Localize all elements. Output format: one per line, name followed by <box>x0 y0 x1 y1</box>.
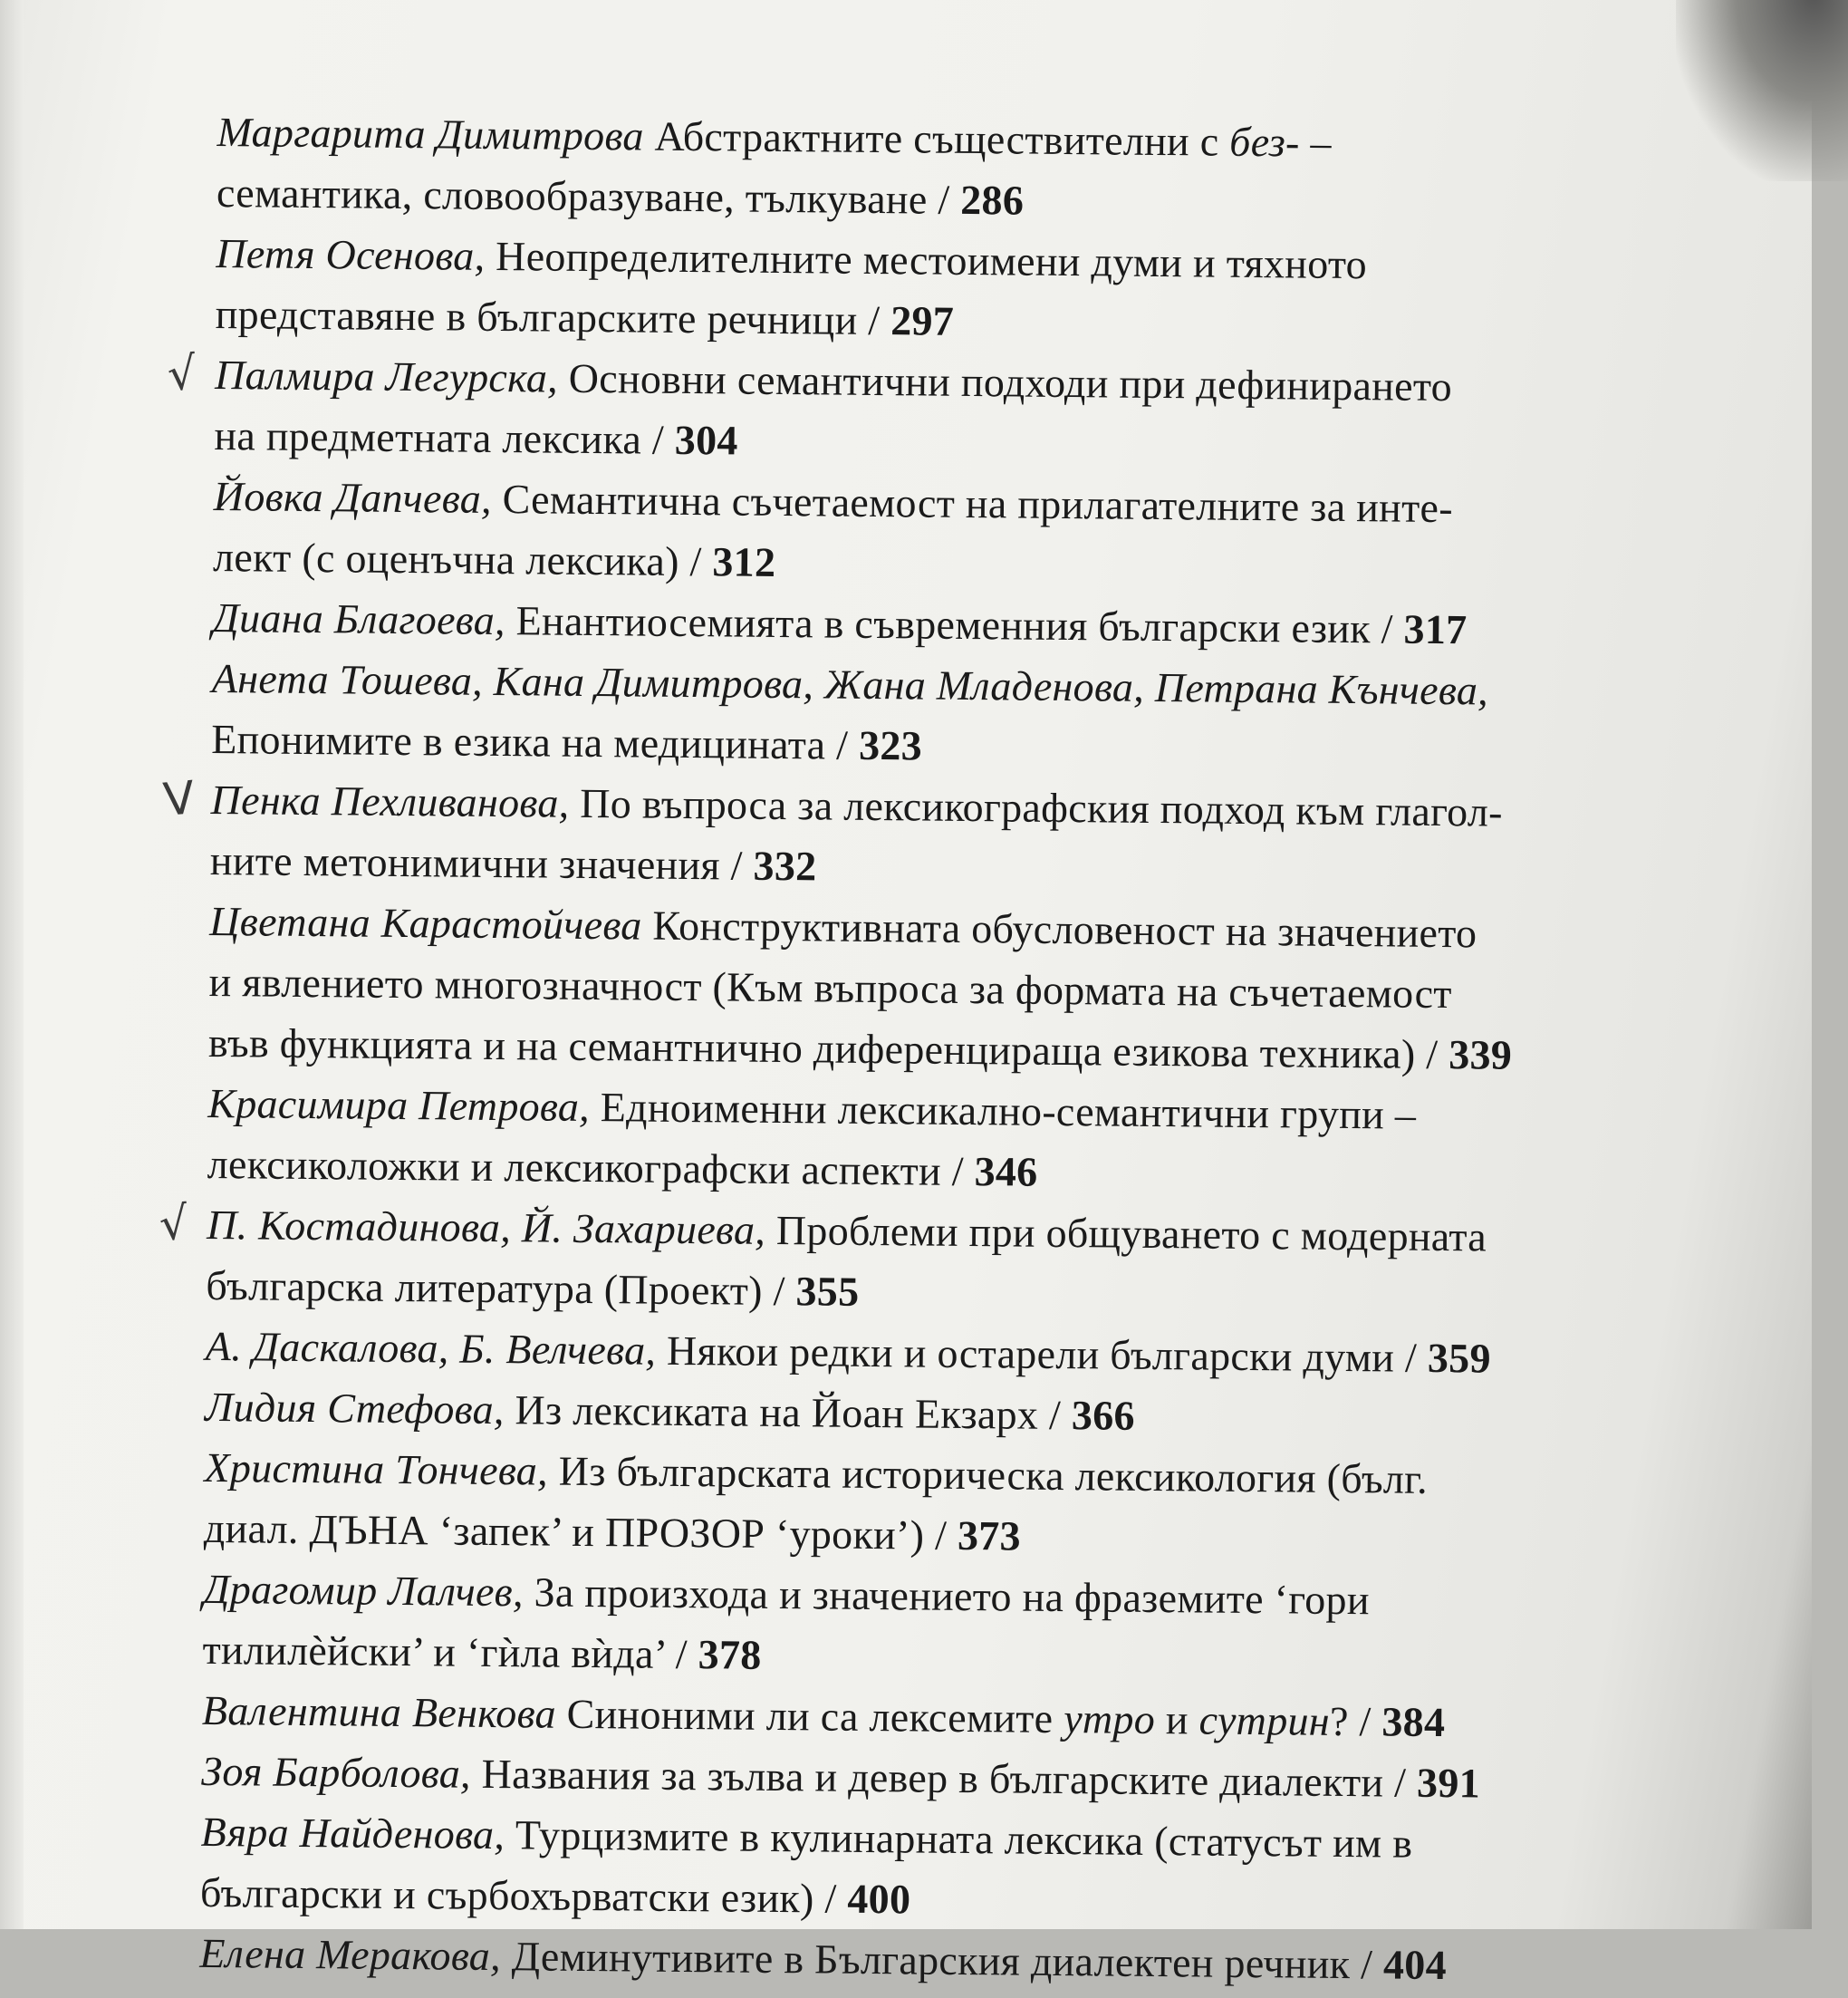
entry-author: Йовка Дапчева, <box>213 472 493 522</box>
page-number: 346 <box>974 1148 1038 1195</box>
page-number: 323 <box>858 721 923 769</box>
entry-title: Из българската историческа лексикология (бълг. <box>547 1447 1429 1502</box>
entry-title: Някои редки и остарели български думи / <box>655 1327 1429 1381</box>
entry-author: Палмира Легурска, <box>214 351 559 401</box>
entry-title: лексиколожки и лексикографски аспекти / <box>207 1140 975 1195</box>
entry-title: Проблеми при общуването с модерната <box>765 1206 1487 1260</box>
entry-title: Енантиосемията в съвременния български език / <box>505 597 1404 652</box>
page-number: 332 <box>753 842 817 890</box>
page-number: 297 <box>890 297 955 344</box>
entry-title: във функцията и на семантнично диференцираща езикова техника) / <box>207 1018 1449 1078</box>
entry-title: лект (с оценъчна лексика) / <box>212 533 713 585</box>
entry-author: Христина Тончева, <box>204 1443 549 1494</box>
page-number: 312 <box>712 538 776 585</box>
entry-author: Петя Осенова, <box>216 229 486 279</box>
page-edge <box>0 0 24 1929</box>
entry-title: представяне в българските речници / <box>215 290 891 344</box>
page-number: 317 <box>1403 605 1468 653</box>
entry-author: Анета Тошева, Кана Димитрова, Жана Младенова, Петрана Кънчева, <box>211 654 1489 714</box>
toc-entry <box>160 769 1715 905</box>
entry-author: Вяра Найденова, <box>200 1808 505 1858</box>
entry-title-italic: утро <box>1063 1695 1156 1743</box>
entry-title: Епонимите в езика на медицината / <box>211 715 860 768</box>
entry-title: ? / <box>1329 1697 1382 1745</box>
toc-entry <box>208 891 1714 1087</box>
toc-entry <box>202 1559 1707 1694</box>
entry-title: и явлението многозначност (Към въпроса за формата на съчетаемост <box>208 958 1452 1018</box>
page-number: 304 <box>674 416 738 464</box>
entry-title: Конструктивната обусловеност на значението <box>641 902 1477 957</box>
toc-entry <box>211 648 1716 784</box>
toc-entry <box>217 101 1721 237</box>
entry-title: По въпроса за лексикографския подход към глагол- <box>569 779 1504 835</box>
entry-title: Названия за зълва и девер в българските диалекти / <box>470 1750 1418 1806</box>
entry-author: А. Даскалова, Б. Велчева, <box>205 1322 657 1374</box>
page-number: 355 <box>795 1268 860 1315</box>
toc-entry <box>204 1437 1708 1573</box>
entry-title: български и сърбохърватски език) / <box>199 1868 848 1922</box>
entry-title: Синоними ли са лексемите <box>555 1690 1064 1742</box>
entry-author: Красимира Петрова, <box>207 1079 591 1130</box>
page-number: 384 <box>1381 1698 1446 1746</box>
entry-title: ните метонимични значения / <box>209 836 754 889</box>
entry-title: Едноименни лексикално-семантични групи – <box>589 1083 1417 1138</box>
entry-author: Драгомир Лалчев, <box>202 1565 525 1616</box>
entry-title: българска литература (Проект) / <box>206 1261 796 1315</box>
entry-title: семантика, словообразуване, тълкуване / <box>216 169 961 223</box>
page-number: 378 <box>698 1631 762 1678</box>
entry-title: тилилѐйски’ и ‘гѝла вѝда’ / <box>202 1626 698 1678</box>
entry-title: диал. ДЪНА ‘запек’ и ПРОЗОР ‘уроки’) / <box>203 1504 958 1559</box>
entry-title: Абстрактните съществителни с <box>643 112 1230 165</box>
page-number: 404 <box>1382 1941 1448 1989</box>
entry-title: Неопределителните местоимени думи и тяхното <box>485 232 1368 288</box>
page-number: 400 <box>847 1875 911 1923</box>
entry-title: Деминутивите в Българския диалектен речник / <box>500 1933 1384 1988</box>
entry-author: Лидия Стефова, <box>204 1383 505 1433</box>
page-number: 391 <box>1416 1759 1481 1807</box>
toc-entry <box>213 466 1718 602</box>
entry-title: Семантична съчетаемост на прилагателните за инте- <box>491 475 1454 532</box>
entry-title: За произхода и значението на фраземите ‘гори <box>523 1568 1371 1624</box>
entry-dash: – <box>1299 119 1333 166</box>
page-number: 373 <box>957 1511 1022 1559</box>
entry-title: и <box>1154 1696 1199 1743</box>
entry-author: Цветана Карастойчева <box>209 897 642 949</box>
page-number: 286 <box>960 176 1025 224</box>
entry-author: Диана Благоева, <box>212 594 506 644</box>
entry-title-italic: без- <box>1229 118 1300 166</box>
entry-title: Основни семантични подходи при дефинирането <box>557 354 1453 410</box>
entry-author: Елена Меракова, <box>199 1929 502 1980</box>
page-number: 359 <box>1427 1334 1492 1382</box>
toc-entry <box>215 223 1719 359</box>
page-number: 339 <box>1448 1031 1513 1078</box>
toc-entry <box>165 344 1718 480</box>
checkmark-icon: √ <box>165 346 199 402</box>
entry-title: Из лексиката на Йоан Екзарх / <box>504 1386 1073 1439</box>
entry-author: Маргарита Димитрова <box>217 108 644 159</box>
entry-author: Зоя Барболова, <box>201 1747 472 1797</box>
entry-author: Пенка Пехливанова, <box>210 776 570 826</box>
entry-title-italic: сутрин <box>1198 1696 1331 1744</box>
entry-author: Валентина Венкова <box>201 1686 557 1737</box>
entry-title: Турцизмите в кулинарната лексика (статусът им в <box>504 1811 1413 1867</box>
checkmark-icon: √ <box>157 1196 191 1251</box>
toc-entry <box>157 1194 1710 1330</box>
entry-author: П. Костадинова, Й. Захариева, <box>206 1201 766 1253</box>
page-number: 366 <box>1071 1392 1136 1439</box>
toc-entry <box>207 1073 1711 1209</box>
toc-entry <box>200 1801 1705 1937</box>
entry-title: на предметната лексика / <box>214 411 676 463</box>
table-of-contents <box>157 101 1721 1998</box>
checkmark-icon: V <box>160 771 197 827</box>
